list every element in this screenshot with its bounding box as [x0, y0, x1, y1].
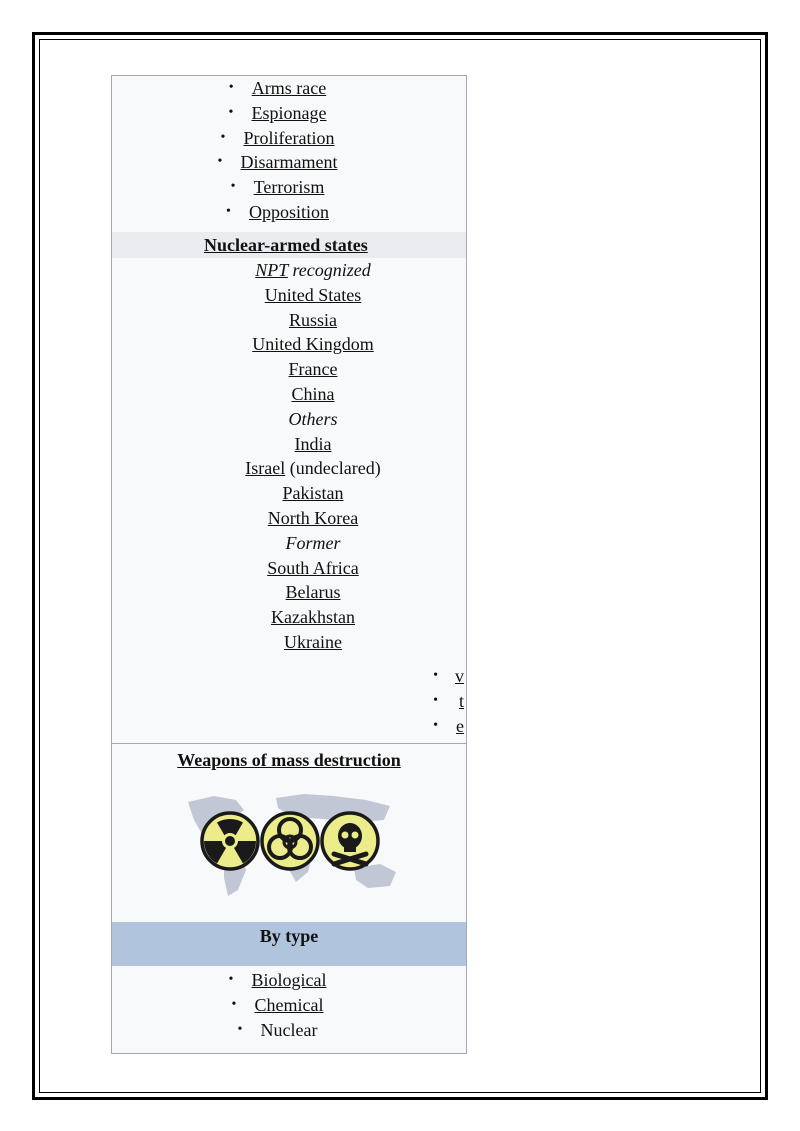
- former-group-label: Former: [285, 532, 341, 553]
- state-link-united-states[interactable]: United States: [264, 284, 362, 305]
- topic-link-terrorism[interactable]: • Terrorism: [254, 175, 325, 200]
- state-link-belarus[interactable]: Belarus: [285, 582, 341, 603]
- skull-crossbones-icon: [322, 813, 378, 869]
- list-item[interactable]: [112, 126, 466, 151]
- state-link-ukraine[interactable]: Ukraine: [284, 631, 342, 652]
- nuclear-states-heading-link[interactable]: Nuclear-armed states: [204, 235, 368, 255]
- nuclear-states-list: [112, 258, 466, 655]
- state-item: [112, 308, 466, 333]
- state-item: [112, 605, 466, 630]
- state-item: [112, 332, 466, 357]
- topic-link-proliferation[interactable]: • Proliferation: [244, 126, 335, 151]
- state-item: [112, 630, 466, 655]
- state-link-kazakhstan[interactable]: Kazakhstan: [271, 607, 355, 628]
- state-item: [112, 481, 466, 506]
- topic-link-arms-race[interactable]: • Arms race: [252, 76, 326, 101]
- list-item[interactable]: [455, 689, 464, 714]
- list-item[interactable]: [112, 200, 466, 225]
- topic-link-opposition[interactable]: • Opposition: [249, 200, 329, 225]
- state-link-india[interactable]: India: [294, 433, 332, 454]
- state-item: [112, 556, 466, 581]
- wmd-sidebar: [111, 744, 467, 1054]
- state-item: [112, 456, 466, 481]
- by-type-heading: By type: [112, 922, 466, 966]
- type-link-chemical[interactable]: • Chemical: [255, 993, 324, 1018]
- navbox-vte: [455, 664, 464, 738]
- npt-group-label: NPT recognized: [255, 260, 371, 280]
- state-item: [112, 432, 466, 457]
- wmd-types-list: [112, 968, 466, 1042]
- nuclear-states-heading[interactable]: [112, 232, 466, 258]
- others-group-label: Others: [288, 408, 338, 429]
- state-item: [112, 506, 466, 531]
- state-link-pakistan[interactable]: Pakistan: [282, 483, 344, 504]
- israel-note: (undeclared): [285, 458, 381, 479]
- topic-link-espionage[interactable]: • Espionage: [252, 101, 327, 126]
- list-item[interactable]: [455, 714, 464, 739]
- edit-template-link[interactable]: e: [456, 715, 464, 736]
- list-item[interactable]: [112, 968, 466, 993]
- nuclear-weapons-sidebar: [111, 75, 467, 744]
- state-item: [112, 357, 466, 382]
- state-link-united-kingdom[interactable]: United Kingdom: [252, 334, 374, 355]
- state-link-russia[interactable]: Russia: [288, 309, 337, 330]
- state-link-france[interactable]: France: [288, 359, 338, 380]
- wmd-title[interactable]: [112, 747, 466, 773]
- list-item[interactable]: [112, 150, 466, 175]
- list-item[interactable]: [112, 175, 466, 200]
- type-label-nuclear: • Nuclear: [261, 1018, 318, 1043]
- state-link-china[interactable]: China: [291, 383, 335, 404]
- list-item: [112, 1018, 466, 1043]
- state-link-israel[interactable]: Israel: [245, 458, 286, 479]
- biohazard-icon: [262, 813, 318, 869]
- state-link-south-africa[interactable]: South Africa: [267, 557, 359, 578]
- state-item: [112, 382, 466, 407]
- npt-link[interactable]: NPT: [255, 260, 288, 280]
- list-item[interactable]: [455, 664, 464, 689]
- state-item: [112, 283, 466, 308]
- list-item[interactable]: [112, 76, 466, 101]
- state-item: [112, 580, 466, 605]
- talk-template-link[interactable]: t: [458, 690, 464, 711]
- type-link-biological[interactable]: • Biological: [252, 968, 327, 993]
- topic-link-disarmament[interactable]: • Disarmament: [241, 150, 338, 175]
- radiation-icon: [202, 813, 258, 869]
- topics-list: [112, 76, 466, 225]
- wmd-title-link[interactable]: Weapons of mass destruction: [177, 750, 401, 770]
- view-template-link[interactable]: v: [455, 666, 464, 686]
- wmd-symbols-image[interactable]: [184, 790, 402, 902]
- state-link-north-korea[interactable]: North Korea: [267, 507, 359, 528]
- list-item[interactable]: [112, 101, 466, 126]
- list-item[interactable]: [112, 993, 466, 1018]
